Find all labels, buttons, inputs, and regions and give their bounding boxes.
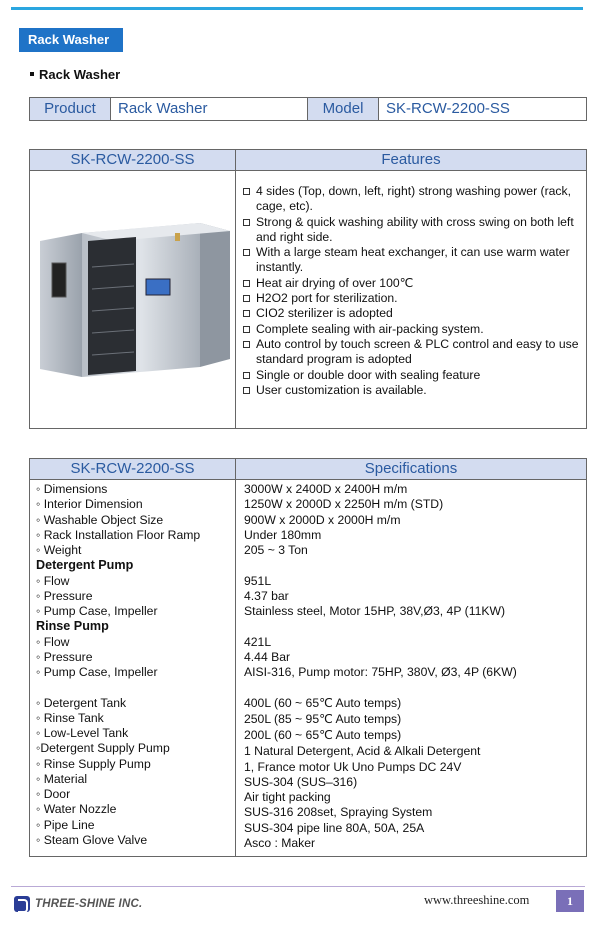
spec-value: [244, 558, 586, 573]
spec-model-header: SK-RCW-2200-SS: [30, 459, 236, 479]
spec-value: 400L (60 ~ 65℃ Auto temps): [244, 695, 402, 710]
checkbox-icon: [243, 280, 250, 287]
spec-labels-column: [30, 480, 236, 856]
spec-value: SUS-304 (SUS–316): [244, 774, 358, 789]
spec-value: 1 Natural Detergent, Acid & Alkali Detergent: [244, 744, 481, 759]
spec-value: SUS-316 208set, Spraying System: [244, 805, 433, 820]
website-text: www.threeshine.com: [424, 893, 530, 907]
model-value: SK-RCW-2200-SS: [386, 100, 510, 117]
spec-value: [244, 619, 586, 634]
spec-label: ◦Detergent Supply Pump: [36, 741, 170, 756]
checkbox-icon: [243, 341, 250, 348]
spec-label: ◦ Rinse Tank: [36, 710, 104, 725]
features-table-header: [30, 150, 586, 171]
sub-title: [30, 67, 120, 82]
spec-table-header: [30, 459, 586, 480]
list-item: Strong & quick washing ability with cross swing on both left and right side.: [243, 215, 586, 246]
spec-label: ◦ Detergent Tank: [36, 695, 127, 710]
spec-value: 3000W x 2400D x 2400H m/m: [244, 482, 408, 496]
rack-washer-image: [30, 171, 236, 428]
spec-label: ◦ Steam Glove Valve: [36, 832, 148, 847]
list-item: Complete sealing with air-packing system.: [243, 322, 586, 337]
spec-value: 951L: [244, 573, 272, 588]
spec-label: ◦ Pump Case, Impeller: [36, 665, 158, 679]
company-logo: [14, 896, 142, 912]
checkbox-icon: [243, 372, 250, 379]
spec-value: 1250W x 2000D x 2250H m/m (STD): [244, 497, 444, 512]
product-value: Rack Washer: [111, 98, 308, 120]
spec-value: AISI-316, Pump motor: 75HP, 380V, Ø3, 4P (6KW): [244, 665, 517, 679]
spec-value: 200L (60 ~ 65℃ Auto temps): [244, 728, 402, 743]
spec-label: ◦ Water Nozzle: [36, 802, 117, 817]
spec-value: 1, France motor Uk Uno Pumps DC 24V: [244, 759, 462, 774]
spec-value: Asco : Maker: [244, 835, 316, 850]
spec-label: ◦ Material: [36, 771, 88, 786]
spec-label: ◦ Pump Case, Impeller: [36, 604, 158, 618]
checkbox-icon: [243, 295, 250, 302]
checkbox-icon: [243, 326, 250, 333]
spec-value: Air tight packing: [244, 790, 331, 805]
checkbox-icon: [243, 387, 250, 394]
spec-label: ◦ Weight: [36, 543, 82, 557]
spec-value: 250L (85 ~ 95℃ Auto temps): [244, 711, 402, 726]
list-item: Single or double door with sealing feature: [243, 368, 586, 383]
spec-value: 4.37 bar: [244, 588, 289, 603]
spec-label: ◦ Flow: [36, 634, 70, 649]
three-shine-logo-icon: [14, 896, 30, 912]
spec-label: ◦ Washable Object Size: [36, 512, 164, 527]
model-label: Model: [308, 98, 379, 120]
spec-label: ◦ Pressure: [36, 588, 93, 603]
spec-spacer: [244, 680, 586, 695]
spec-label: ◦ Rinse Supply Pump: [36, 756, 151, 771]
features-list: [236, 171, 586, 428]
features-header: Features: [236, 150, 586, 170]
spec-label: ◦ Dimensions: [36, 482, 108, 496]
spec-spacer: [36, 680, 235, 695]
spec-label: ◦ Rack Installation Floor Ramp: [36, 527, 201, 542]
spec-value: SUS-304 pipe line 80A, 50A, 25A: [244, 820, 425, 835]
features-table: [29, 149, 587, 429]
checkbox-icon: [243, 310, 250, 317]
spec-values-column: [236, 480, 586, 856]
checkbox-icon: [243, 188, 250, 195]
spec-value: Under 180mm: [244, 527, 322, 542]
page-number: 1: [556, 890, 584, 912]
spec-label: ◦ Pressure: [36, 649, 93, 664]
sub-title-text: Rack Washer: [39, 67, 121, 82]
list-item: Auto control by touch screen & PLC control and easy to use standard program is adopted: [243, 337, 586, 368]
spec-section-heading: Rinse Pump: [36, 619, 109, 634]
list-item: User customization is available.: [243, 383, 586, 398]
spec-label: ◦ Door: [36, 787, 71, 801]
list-item: With a large steam heat exchanger, it can use warm water instantly.: [243, 245, 586, 276]
footer-divider: [11, 886, 585, 887]
logo-text: THREE-SHINE INC.: [35, 898, 143, 910]
specifications-table: [29, 458, 587, 857]
spec-header: Specifications: [236, 459, 586, 479]
list-item: 4 sides (Top, down, left, right) strong washing power (rack, cage, etc).: [243, 184, 586, 215]
spec-label: ◦ Interior Dimension: [36, 497, 143, 512]
spec-label: ◦ Low-Level Tank: [36, 726, 129, 740]
square-bullet-icon: [30, 72, 34, 76]
product-label: Product: [30, 98, 111, 120]
spec-value: 4.44 Bar: [244, 649, 291, 664]
product-model-table: [29, 97, 587, 121]
spec-label: ◦ Flow: [36, 573, 70, 588]
checkbox-icon: [243, 249, 250, 256]
rack-washer-illustration: [30, 171, 236, 428]
spec-value: 900W x 2000D x 2000H m/m: [244, 512, 401, 527]
spec-value: Stainless steel, Motor 15HP, 38V,Ø3, 4P (11KW): [244, 604, 506, 618]
checkbox-icon: [243, 219, 250, 226]
list-item: Heat air drying of over 100℃: [243, 276, 586, 291]
spec-section-heading: Detergent Pump: [36, 558, 134, 573]
spec-value: 421L: [244, 634, 272, 649]
list-item: CIO2 sterilizer is adopted: [243, 306, 586, 321]
section-tag: Rack Washer: [19, 28, 123, 52]
features-model-header: SK-RCW-2200-SS: [30, 150, 236, 170]
spec-value: 205 ~ 3 Ton: [244, 543, 308, 557]
top-accent-bar: [11, 7, 583, 10]
list-item: H2O2 port for sterilization.: [243, 291, 586, 306]
spec-label: ◦ Pipe Line: [36, 817, 95, 832]
